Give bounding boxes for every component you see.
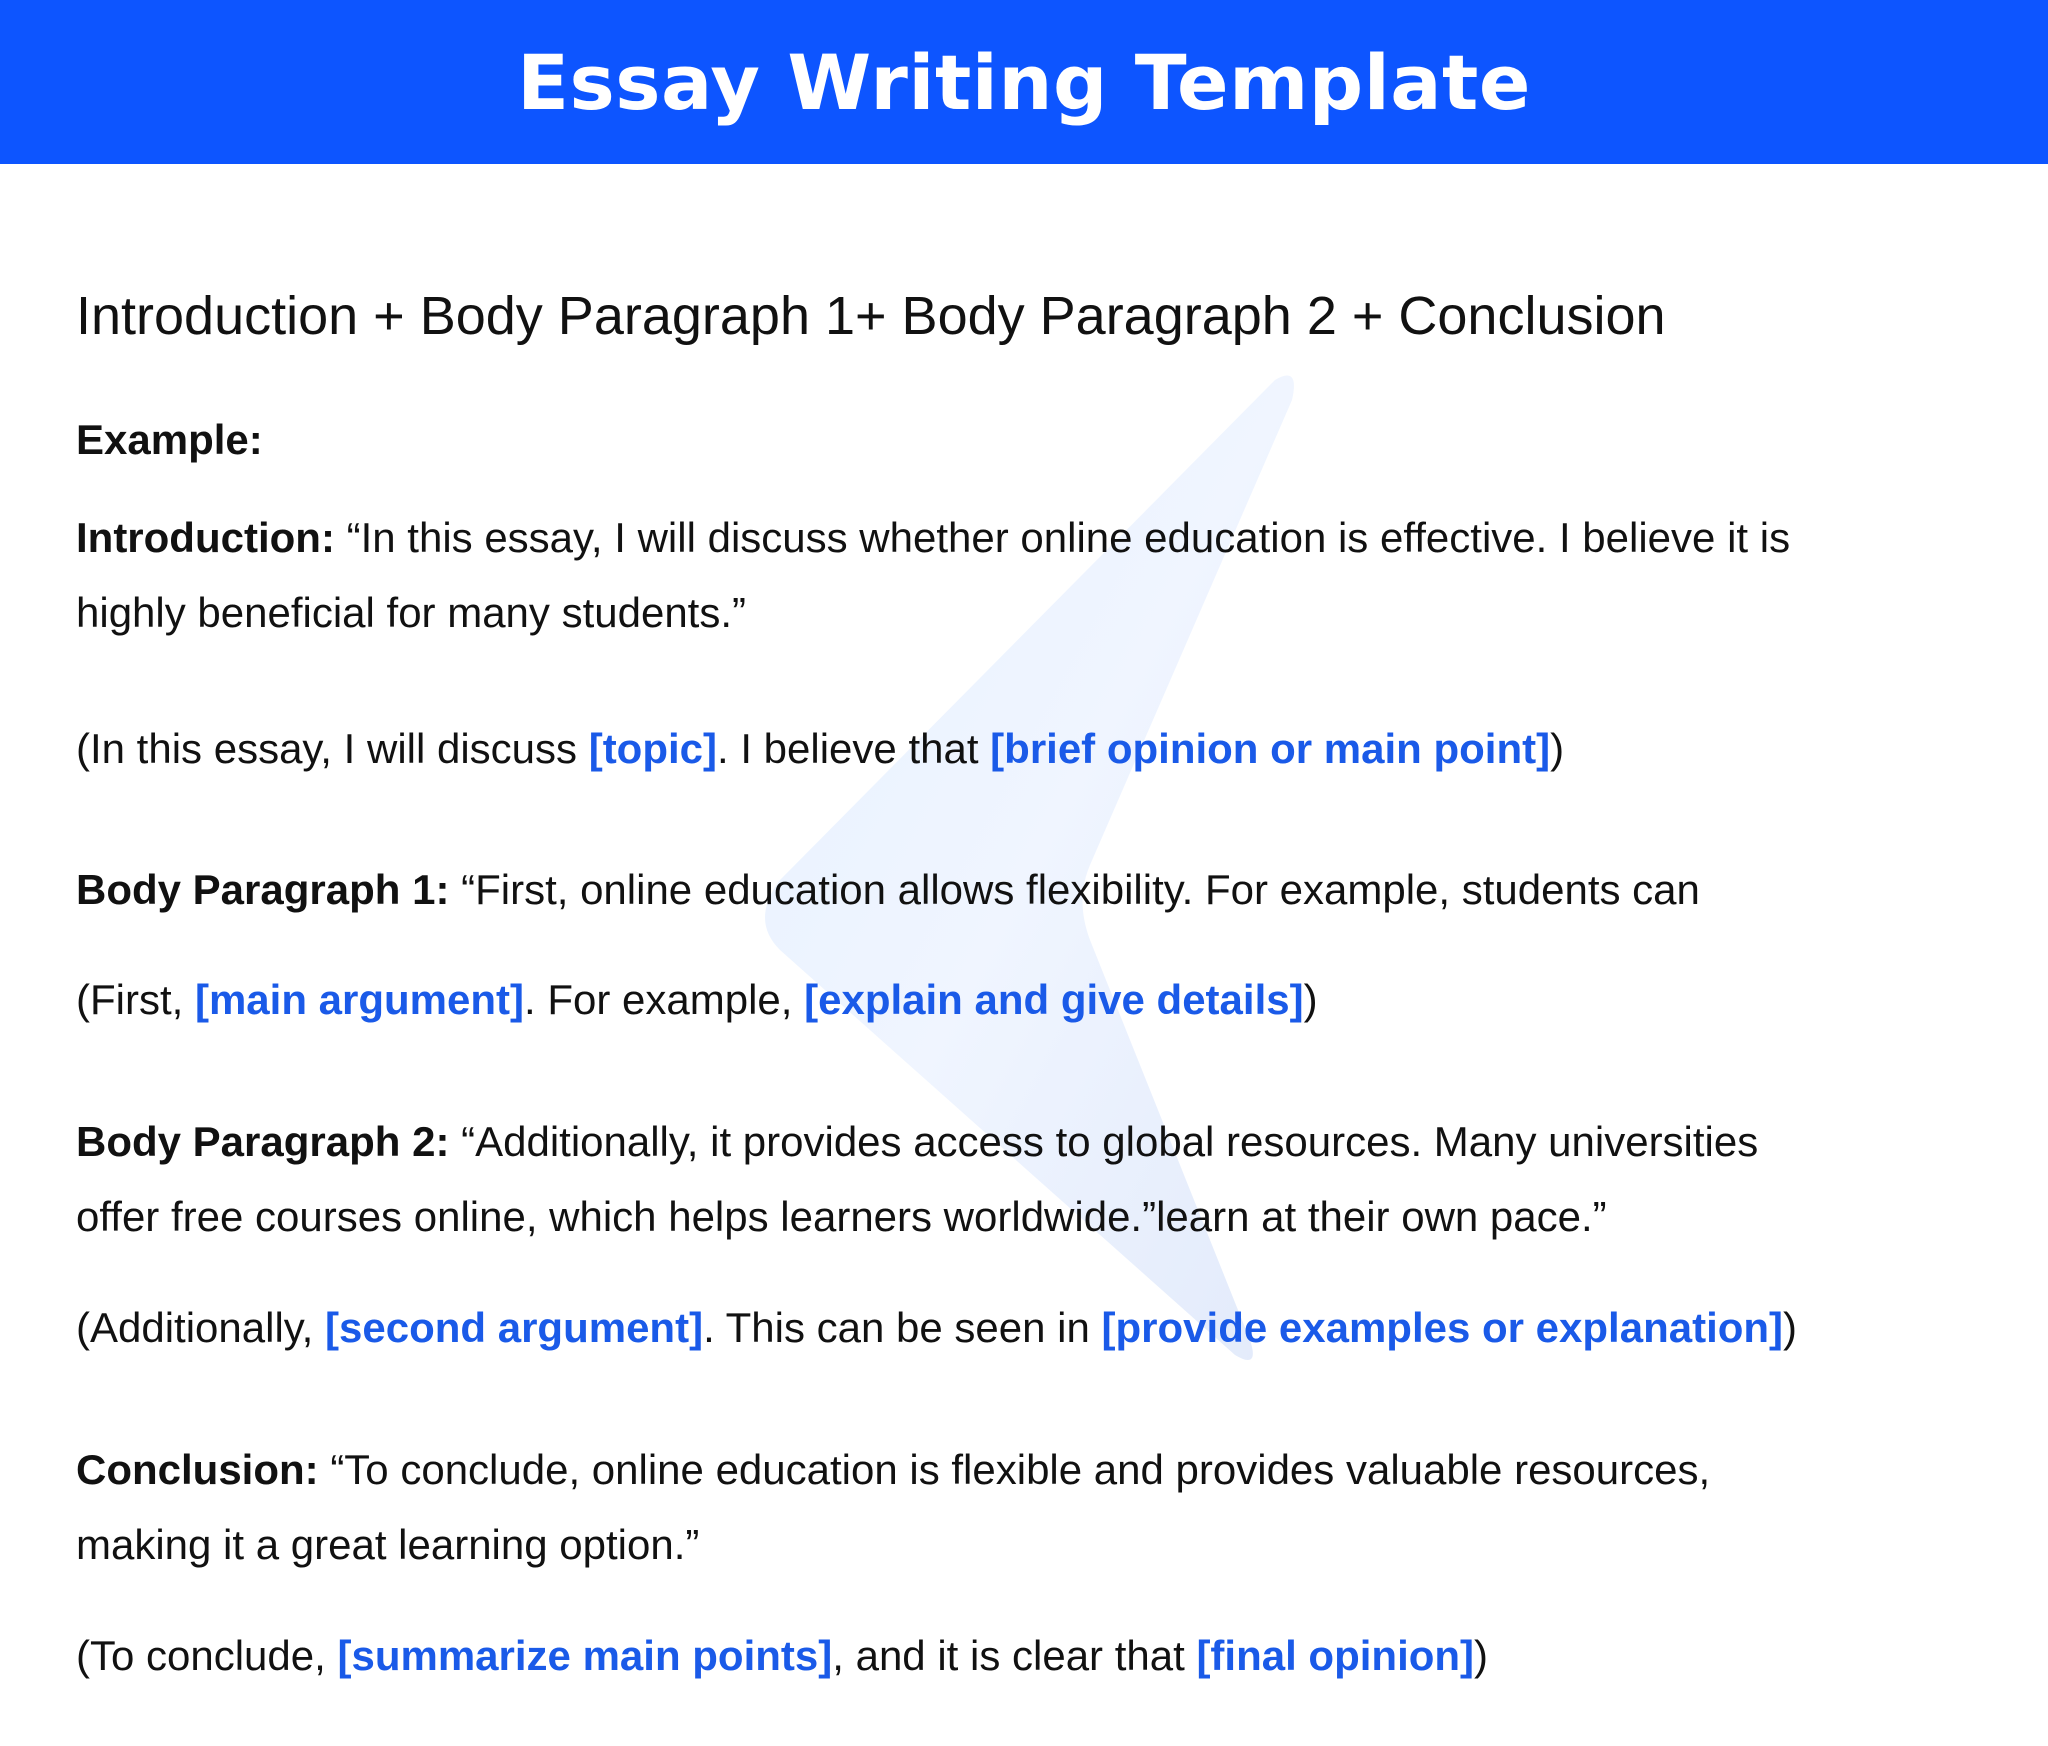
placeholder-topic: [topic]: [588, 725, 717, 772]
conclusion-example-continued: making it a great learning option.”: [76, 1521, 700, 1568]
template-text: . I believe that: [717, 725, 991, 772]
body-paragraph-2-template: [76, 1303, 1797, 1353]
introduction-example: [76, 513, 1790, 563]
conclusion-example-text: “To conclude, online education is flexible and provides valuable resources,: [318, 1446, 1711, 1493]
header-banner: [0, 0, 2048, 164]
introduction-template: [76, 724, 1564, 774]
placeholder-second-argument: [second argument]: [325, 1304, 704, 1351]
template-text: (First,: [76, 976, 195, 1023]
template-text: . For example,: [524, 976, 805, 1023]
essay-structure-line: Introduction + Body Paragraph 1+ Body Paragraph 2 + Conclusion: [76, 286, 1666, 346]
body-paragraph-2-example-text: “Additionally, it provides access to global resources. Many universities: [449, 1118, 1759, 1165]
template-text: ): [1474, 1632, 1489, 1679]
body-paragraph-2-example-continued: offer free courses online, which helps learners worldwide.”learn at their own pace.”: [76, 1193, 1607, 1240]
example-label: Example:: [76, 416, 263, 463]
placeholder-main-argument: [main argument]: [194, 976, 524, 1023]
body-paragraph-1-example-text: “First, online education allows flexibility. For example, students can: [449, 866, 1700, 913]
template-text: (Additionally,: [76, 1304, 326, 1351]
introduction-label: Introduction:: [76, 514, 335, 561]
body-paragraph-1-template: [76, 975, 1318, 1025]
body-paragraph-2-label: Body Paragraph 2:: [76, 1118, 450, 1165]
introduction-example-continued: highly beneficial for many students.”: [76, 589, 747, 636]
placeholder-final-opinion: [final opinion]: [1196, 1632, 1475, 1679]
template-text: . This can be seen in: [703, 1304, 1102, 1351]
template-text: ): [1783, 1304, 1798, 1351]
placeholder-brief-opinion: [brief opinion or main point]: [990, 725, 1551, 772]
placeholder-explain-details: [explain and give details]: [804, 976, 1304, 1023]
conclusion-example: [76, 1445, 1710, 1495]
template-text: , and it is clear that: [832, 1632, 1197, 1679]
template-text: (In this essay, I will discuss: [76, 725, 589, 772]
body-paragraph-1-label: Body Paragraph 1:: [76, 866, 450, 913]
template-text: ): [1303, 976, 1318, 1023]
placeholder-summarize-points: [summarize main points]: [337, 1632, 833, 1679]
conclusion-label: Conclusion:: [76, 1446, 319, 1493]
body-paragraph-2-example: [76, 1117, 1758, 1167]
body-paragraph-1-example: [76, 865, 1700, 915]
conclusion-template: [76, 1631, 1488, 1681]
template-text: ): [1550, 725, 1565, 772]
introduction-example-text: “In this essay, I will discuss whether online education is effective. I believe it is: [334, 514, 1791, 561]
placeholder-examples-explanation: [provide examples or explanation]: [1101, 1304, 1784, 1351]
template-text: (To conclude,: [76, 1632, 338, 1679]
page-title: Essay Writing Template: [517, 37, 1531, 127]
